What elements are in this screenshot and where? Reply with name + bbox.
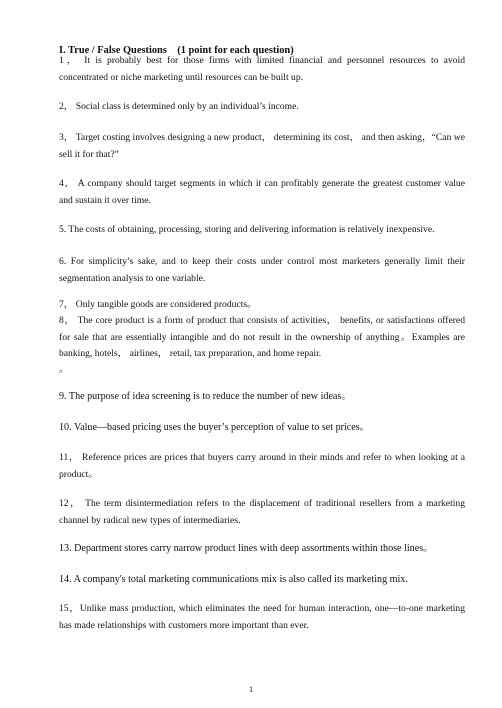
section-heading: I. True / False Questions (1 point for each question) <box>59 45 294 56</box>
question-5: 5. The costs of obtaining, processing, storing and delivering information is relatively inexpensive. <box>59 224 435 235</box>
page-number: 1 <box>248 684 254 694</box>
question-10: 10. Value—based pricing uses the buyer’s perception of value to set prices。 <box>59 422 370 433</box>
question-11: 11， Reference prices are prices that buyers carry around in their minds and refer to when looking at a product。 <box>59 452 465 480</box>
question-2: 2， Social class is determined only by an individual’s income. <box>59 101 299 112</box>
question-3: 3， Target costing involves designing a new product， determining its cost， and then asking，“Can we sell it for that?” <box>59 132 465 160</box>
stray-mark: 。 <box>59 364 69 375</box>
question-14: 14. A company's total marketing communications mix is also called its marketing mix. <box>59 574 408 585</box>
question-9: 9. The purpose of idea screening is to reduce the number of new ideas。 <box>59 391 352 402</box>
question-7: 7， Only tangible goods are considered products。 <box>59 299 257 310</box>
question-8: 8， The core product is a form of product that consists of activities， benefits, or satisfactions offered for sale that are essentially intangible and do not result in the ownership of anything。Examples are banking, hotels， airlines， retail, tax preparation, and home repair. <box>59 315 465 359</box>
question-6: 6. For simplicity’s sake, and to keep their costs under control most marketers generally limit their segmentation analysis to one variable. <box>59 256 465 284</box>
question-4: 4， A company should target segments in which it can profitably generate the greatest customer value and sustain it over time. <box>59 178 465 206</box>
question-15: 15，Unlike mass production, which eliminates the need for human interaction, one—to-one marketing has made relationships with customers more important than ever. <box>59 603 465 631</box>
question-12: 12， The term disintermediation refers to the displacement of traditional resellers from a marketing channel by radical new types of intermediaries. <box>59 498 465 526</box>
question-1: 1， It is probably best for those firms with limited financial and personnel resources to avoid concentrated or niche marketing until resources can be built up. <box>59 55 465 83</box>
question-13: 13. Department stores carry narrow product lines with deep assortments within those lines。 <box>59 543 434 554</box>
